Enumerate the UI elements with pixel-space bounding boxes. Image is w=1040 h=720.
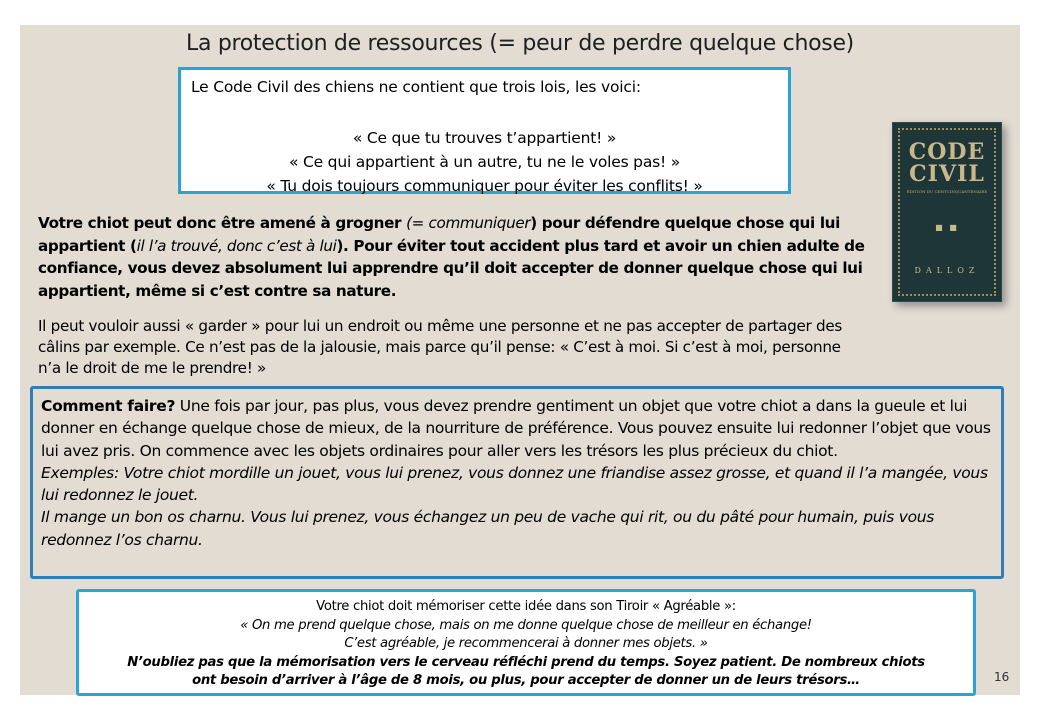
laws-intro: Le Code Civil des chiens ne contient que trois lois, les voici: bbox=[191, 78, 641, 96]
law-item: « Tu dois toujours communiquer pour éviter les conflits! » bbox=[266, 177, 703, 195]
slide-title: La protection de ressources (= peur de perdre quelque chose) bbox=[186, 31, 854, 56]
law-item: « Ce que tu trouves t’appartient! » bbox=[352, 129, 617, 147]
example-bone: Il mange un bon os charnu. Vous lui prenez, vous échangez un peu de vache qui rit, ou du pâté pour humain, puis vous redonnez l’os charnu. bbox=[41, 508, 935, 549]
how-to-box bbox=[30, 386, 1004, 579]
laws-list bbox=[181, 126, 788, 198]
law-item: « Ce qui appartient à un autre, tu ne le voles pas! » bbox=[288, 153, 681, 171]
book-title: CODE CIVIL bbox=[908, 139, 986, 187]
example-toy: Exemples: Votre chiot mordille un jouet, vous lui prenez, vous donnez une friandise assez grosse, et quand il l’a mangée, vous lui redonnez le jouet. bbox=[41, 463, 988, 505]
book-ornament: ■ ■ bbox=[935, 223, 959, 232]
how-to-heading: Comment faire? bbox=[41, 397, 176, 415]
paragraph-guarding: Il peut vouloir aussi « garder » pour lui un endroit ou même une personne et ne pas accepter de partager des câlins par exemple. Ce n’est pas de la jalousie, mais parce qu’il pense: « C’est à moi. Si c’est à moi, personne n’a le droit de me le prendre! » bbox=[38, 317, 842, 377]
book-subtitle: ÉDITION DU CENTCINQUANTENAIRE bbox=[906, 189, 988, 194]
memory-box bbox=[76, 589, 976, 696]
how-to-text: Comment faire? Une fois par jour, pas plus, vous devez prendre gentiment un objet que votre chiot a dans la gueule et lui donner en échange quelque chose de mieux, de la nourriture de préférence. Vous pouvez ensuite lui redonner l’objet que vous lui avez pris. On commence avec les objets ordinaires pour aller vers les trésors les plus précieux du chiot. Exemples: Votre chiot mordille un jouet, vous lui prenez, vous donnez une friandise assez grosse, et quand il l’a mangée, vous lui redonnez le jouet. Il mange un bon os charnu. Vous lui prenez, vous échangez un peu de vache qui rit, ou du pâté pour humain, puis vous redonnez l’os charnu. bbox=[41, 395, 991, 551]
laws-box bbox=[178, 67, 791, 194]
memory-text: Votre chiot doit mémoriser cette idée dans son Tiroir « Agréable »: « On me prend quelque chose, mais on me donne quelque chose de meilleur en échange! C’est agréable, je recommencerai à donner mes objets. » N’oubliez pas que la mémorisation vers le cerveau réfléchi prend du temps. Soyez patient. De nombreux chiots ont besoin d’arriver à l’âge de 8 mois, ou plus, pour accepter de donner un de leurs trésors… bbox=[127, 599, 925, 688]
paragraph-growl-warning: Votre chiot peut donc être amené à grogner (= communiquer) pour défendre quelque chose qui lui appartient (il l’a trouvé, donc c’est à lui). Pour éviter tout accident plus tard et avoir un chien adulte de confiance, vous devez absolument lui apprendre qu’il doit accepter de donner quelque chose qui lui appartient, même si c’est contre sa nature. bbox=[38, 214, 865, 300]
page-number: 16 bbox=[994, 670, 1010, 684]
code-civil-book-image bbox=[892, 122, 1002, 302]
book-publisher: DALLOZ bbox=[914, 266, 980, 275]
